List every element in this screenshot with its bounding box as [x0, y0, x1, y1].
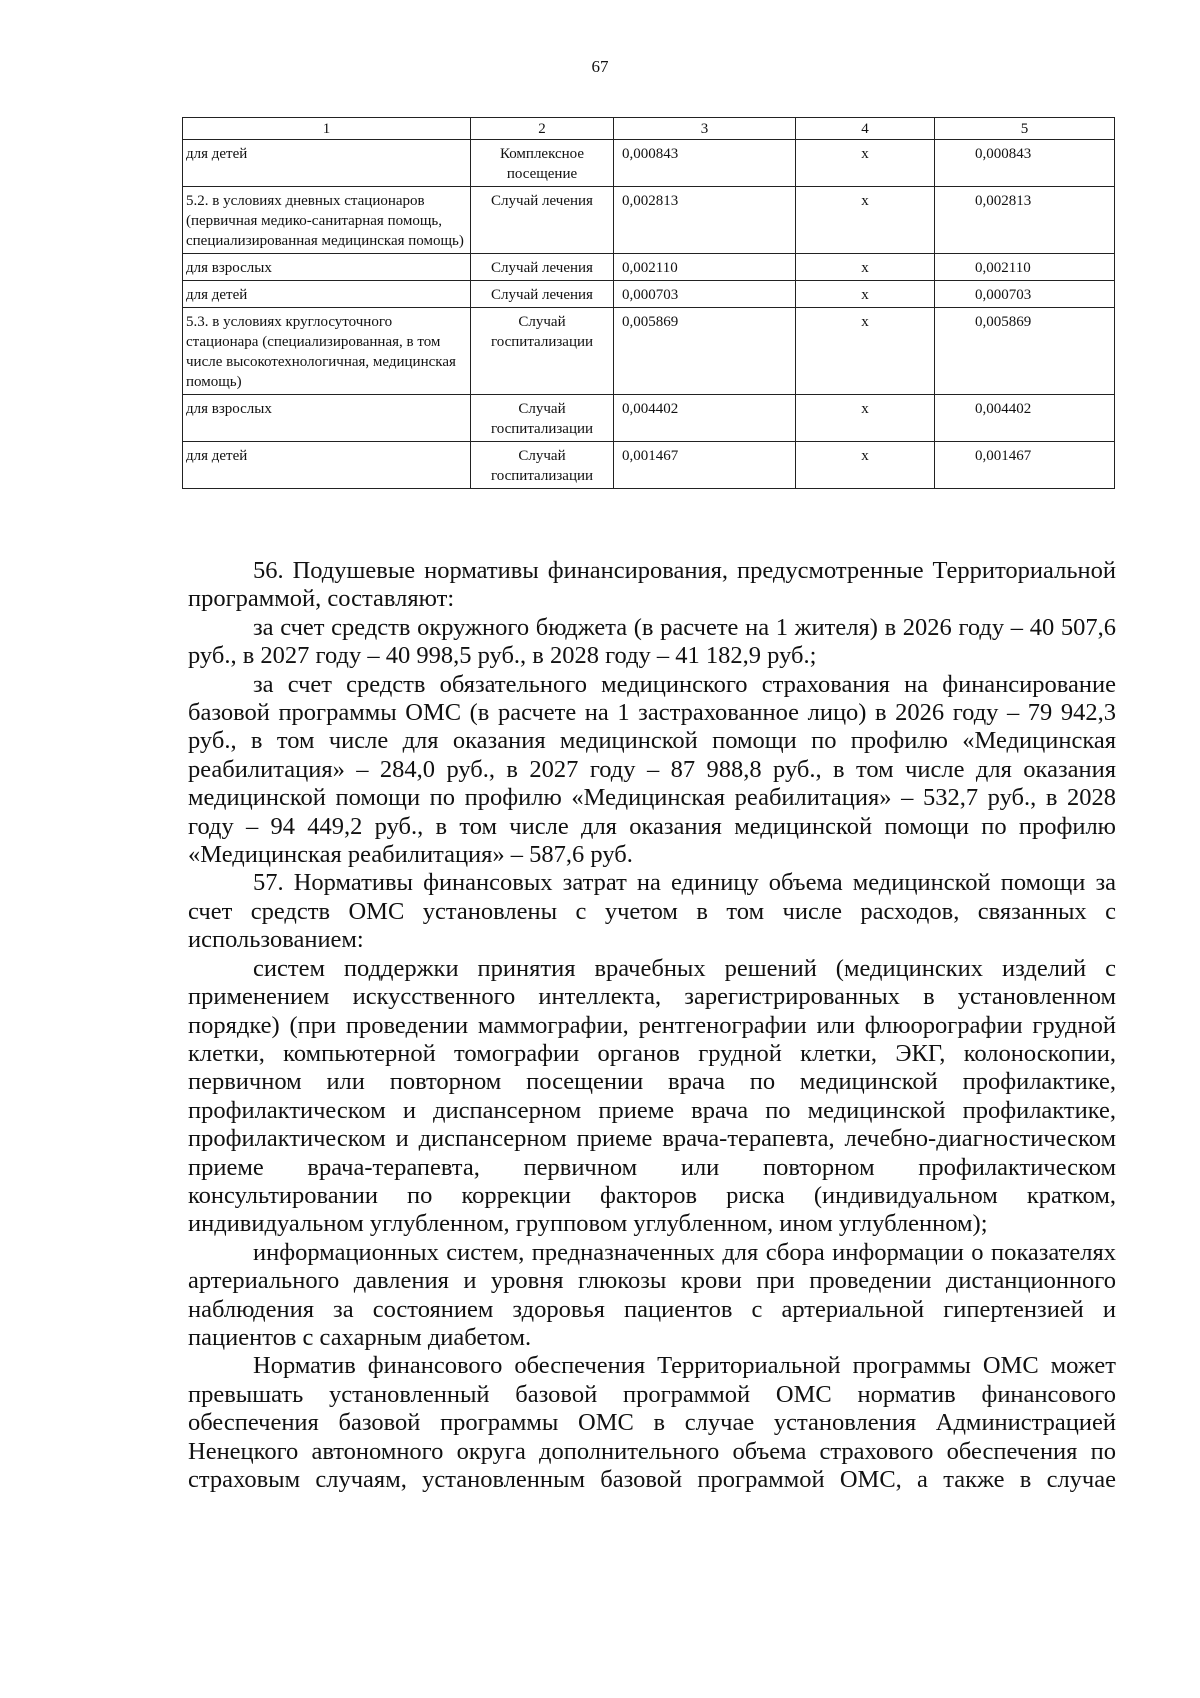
unit-cell: Случай лечения — [471, 281, 614, 308]
table-header-row — [183, 118, 1115, 140]
table-row — [183, 395, 1115, 442]
row-label: 5.3. в условиях круглосуточного стационара (специализированная, в том числе высокотехнологичная, медицинская помощь) — [183, 308, 471, 395]
unit-cell: Комплексное посещение — [471, 140, 614, 187]
paragraph-57-intro: 57. Нормативы финансовых затрат на единицу объема медицинской помощи за счет средств ОМС установлены с учетом в том числе расходов, связанных с использованием: — [188, 869, 1116, 954]
header-cell: 1 — [183, 118, 471, 140]
page-number: 67 — [591, 57, 609, 76]
norms-table — [182, 117, 1115, 489]
paragraph-56-budget: за счет средств окружного бюджета (в расчете на 1 жителя) в 2026 году – 40 507,6 руб., в 2027 году – 40 998,5 руб., в 2028 году – 41 182,9 руб.; — [188, 613, 1116, 670]
unit-cell: Случай госпитализации — [471, 308, 614, 395]
unit-cell: Случай госпитализации — [471, 395, 614, 442]
table-row — [183, 254, 1115, 281]
unit-cell: Случай госпитализации — [471, 442, 614, 489]
value-cell: 0,002813 — [614, 187, 796, 254]
row-label: 5.2. в условиях дневных стационаров (первичная медико-санитарная помощь, специализированная медицинская помощь) — [183, 187, 471, 254]
value-cell: x — [796, 187, 935, 254]
value-cell: 0,002813 — [935, 187, 1115, 254]
value-cell: 0,001467 — [614, 442, 796, 489]
value-cell: 0,000703 — [614, 281, 796, 308]
table-row — [183, 308, 1115, 395]
paragraph-56-oms: за счет средств обязательного медицинского страхования на финансирование базовой программы ОМС (в расчете на 1 застрахованное лицо) в 2026 году – 79 942,3 руб., в том числе для оказания медицинской помощи по профилю «Медицинская реабилитация» – 284,0 руб., в 2027 году – 87 988,8 руб., в том числе для оказания медицинской помощи по профилю «Медицинская реабилитация» – 532,7 руб., в 2028 году – 94 449,2 руб., в том числе для оказания медицинской помощи по профилю «Медицинская реабилитация» – 587,6 руб. — [188, 670, 1116, 869]
value-cell: x — [796, 308, 935, 395]
paragraph-57-info-systems: информационных систем, предназначенных для сбора информации о показателях артериального давления и уровня глюкозы крови при проведении дистанционного наблюдения за состоянием здоровья пациентов с артериальной гипертензией и пациентов с сахарным диабетом. — [188, 1238, 1116, 1351]
table-row — [183, 187, 1115, 254]
value-cell: 0,002110 — [614, 254, 796, 281]
paragraph-norm: Норматив финансового обеспечения Территориальной программы ОМС может превышать установленный базовой программой ОМС норматив финансового обеспечения базовой программы ОМС в случае установления Администрацией Ненецкого автономного округа дополнительного объема страхового обеспечения по страховым случаям, установленным базовой программой ОМС, а также в случае — [188, 1352, 1116, 1493]
document-body — [188, 557, 1116, 1494]
table-row — [183, 281, 1115, 308]
table-row — [183, 140, 1115, 187]
value-cell: x — [796, 281, 935, 308]
value-cell: x — [796, 254, 935, 281]
value-cell: 0,001467 — [935, 442, 1115, 489]
row-label: для детей — [183, 281, 471, 308]
value-cell: 0,000843 — [614, 140, 796, 187]
table-row — [183, 442, 1115, 489]
header-cell: 3 — [614, 118, 796, 140]
unit-cell: Случай лечения — [471, 254, 614, 281]
unit-cell: Случай лечения — [471, 187, 614, 254]
value-cell: 0,002110 — [935, 254, 1115, 281]
value-cell: 0,004402 — [935, 395, 1115, 442]
value-cell: 0,004402 — [614, 395, 796, 442]
value-cell: 0,000703 — [935, 281, 1115, 308]
value-cell: 0,005869 — [614, 308, 796, 395]
header-cell: 4 — [796, 118, 935, 140]
row-label: для взрослых — [183, 254, 471, 281]
value-cell: x — [796, 140, 935, 187]
value-cell: x — [796, 395, 935, 442]
row-label: для детей — [183, 140, 471, 187]
row-label: для взрослых — [183, 395, 471, 442]
header-cell: 5 — [935, 118, 1115, 140]
value-cell: x — [796, 442, 935, 489]
row-label: для детей — [183, 442, 471, 489]
header-cell: 2 — [471, 118, 614, 140]
paragraph-57-systems: систем поддержки принятия врачебных решений (медицинских изделий с применением искусственного интеллекта, зарегистрированных в установленном порядке) (при проведении маммографии, рентгенографии или флюорографии грудной клетки, компьютерной томографии органов грудной клетки, ЭКГ, колоноскопии, первичном или повторном посещении врача по медицинской профилактике, профилактическом и диспансерном приеме врача по медицинской профилактике, профилактическом и диспансерном приеме врача-терапевта, лечебно-диагностическом приеме врача-терапевта, первичном или повторном профилактическом консультировании по коррекции факторов риска (индивидуальном кратком, индивидуальном углубленном, групповом углубленном, ином углубленном); — [188, 954, 1116, 1238]
value-cell: 0,000843 — [935, 140, 1115, 187]
value-cell: 0,005869 — [935, 308, 1115, 395]
paragraph-56-intro: 56. Подушевые нормативы финансирования, предусмотренные Территориальной программой, составляют: — [188, 557, 1116, 613]
